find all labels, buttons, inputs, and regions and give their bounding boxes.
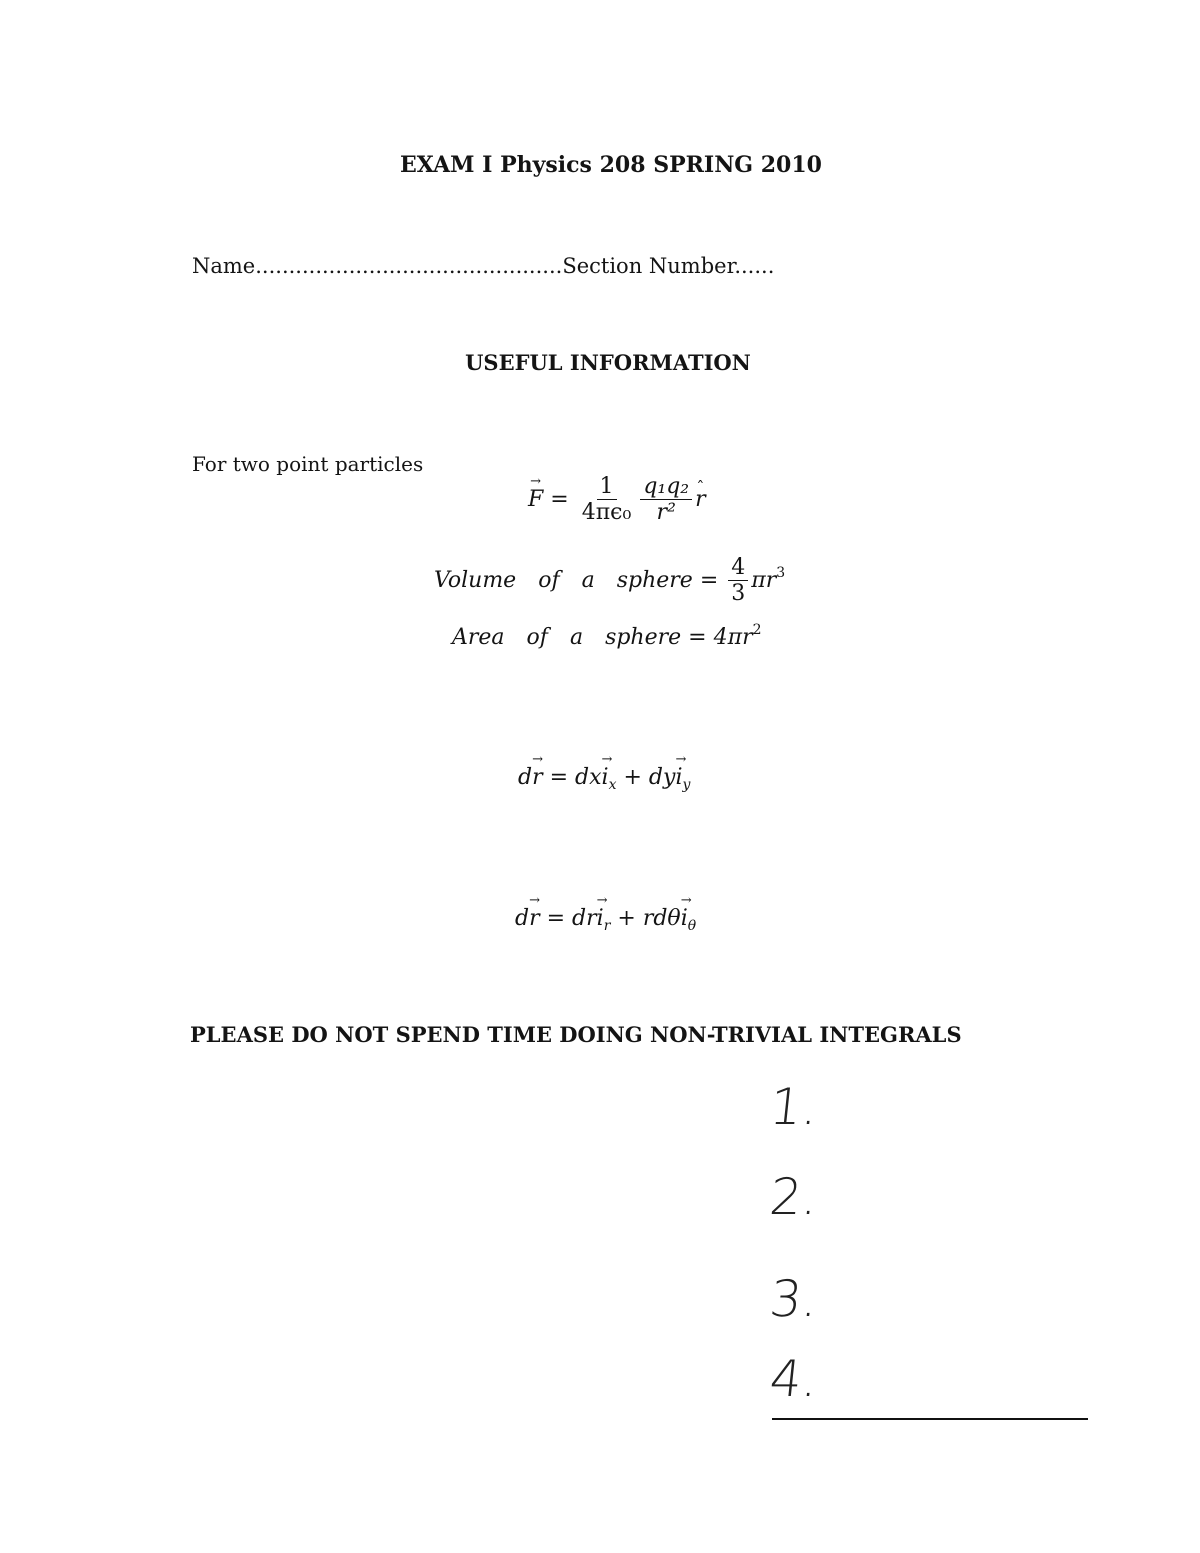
formula-word: Area: [452, 625, 505, 650]
score-mark-3: 3.: [766, 1270, 821, 1328]
charge-fraction: [640, 474, 692, 526]
useful-information-heading: USEFUL INFORMATION: [465, 350, 751, 375]
formula-word: a: [569, 625, 584, 650]
equals-sign: =: [688, 625, 707, 650]
subscript: θ: [687, 918, 697, 934]
equals-sign: =: [539, 906, 573, 931]
volume-fraction: [728, 555, 748, 607]
subscript: y: [682, 777, 691, 793]
score-mark-2: 2.: [766, 1168, 821, 1226]
score-total-line: [772, 1418, 1088, 1420]
formula-term: 4πr: [713, 625, 753, 650]
exponent: 3: [776, 564, 786, 581]
formula-term: d: [515, 906, 530, 931]
unit-vector-x: i →: [602, 765, 609, 790]
fraction-denominator: 4πϵ₀: [581, 500, 632, 526]
equals-sign: =: [550, 486, 569, 512]
formula-term: d: [518, 765, 533, 790]
exponent: 2: [752, 622, 762, 638]
fraction-denominator: 3: [731, 581, 746, 607]
fraction-numerator: 4: [728, 555, 748, 581]
formula-term: πr: [751, 567, 777, 593]
unit-vector-theta: i →: [681, 906, 688, 931]
position-vector: r →: [529, 906, 540, 931]
sphere-volume-formula: [434, 555, 785, 607]
plus-sign: +: [616, 765, 649, 790]
formula-word: sphere: [605, 625, 682, 650]
sphere-area-formula: [452, 622, 762, 650]
equals-sign: =: [699, 567, 719, 593]
formula-term: dy: [648, 765, 676, 790]
fraction-denominator: r²: [656, 500, 676, 526]
position-vector: r →: [532, 765, 543, 790]
formula-term: dx: [575, 765, 602, 790]
score-mark-4: 4.: [766, 1350, 821, 1408]
formula-word: Volume: [434, 567, 517, 593]
formula-term: dr: [572, 906, 597, 931]
unit-vector-y: i →: [675, 765, 682, 790]
subscript: r: [603, 918, 611, 934]
name-blank: ..............................................: [255, 254, 563, 278]
formula-word: of: [538, 567, 560, 593]
point-particles-intro: For two point particles: [192, 452, 424, 476]
formula-word: a: [581, 567, 595, 593]
equals-sign: =: [542, 765, 576, 790]
displacement-cartesian-formula: [518, 765, 690, 793]
formula-word: of: [526, 625, 548, 650]
score-mark-1: 1.: [766, 1078, 821, 1136]
fraction-numerator: 1: [597, 474, 617, 500]
constant-fraction: [579, 474, 635, 526]
unit-vector: r ˆ: [695, 487, 706, 512]
name-section-line: [192, 254, 774, 278]
plus-sign: +: [610, 906, 643, 931]
formula-term: rdθ: [642, 906, 681, 931]
unit-vector-r: i →: [597, 906, 604, 931]
formula-word: sphere: [616, 567, 693, 593]
fraction-numerator: q₁q₂: [640, 474, 692, 500]
integrals-warning: PLEASE DO NOT SPEND TIME DOING NON-TRIVIAL INTEGRALS: [190, 1022, 962, 1047]
section-number-label: Section Number......: [562, 254, 775, 278]
exam-title: EXAM I Physics 208 SPRING 2010: [400, 152, 822, 178]
coulomb-force-formula: [528, 474, 706, 526]
displacement-polar-formula: [515, 906, 696, 934]
force-vector: F →: [528, 487, 543, 512]
subscript: x: [608, 777, 617, 793]
name-label: Name: [192, 254, 256, 278]
